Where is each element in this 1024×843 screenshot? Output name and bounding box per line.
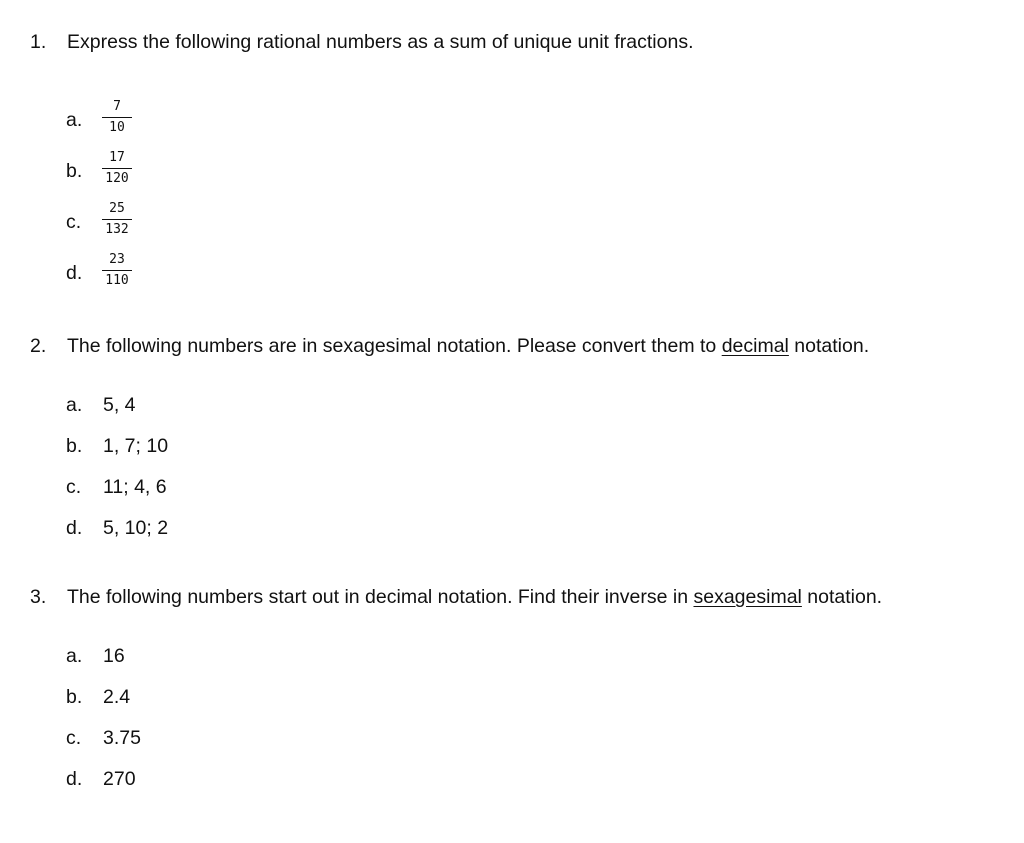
item-value: 2.4 — [103, 686, 131, 708]
item-letter: b. — [66, 686, 83, 708]
fraction — [102, 99, 132, 135]
question-number: 2. — [30, 335, 47, 357]
question-1-heading — [30, 30, 694, 54]
list-item — [66, 644, 125, 668]
list-item — [66, 685, 130, 709]
list-item — [66, 434, 168, 458]
item-letter: d. — [66, 517, 83, 539]
fraction-denominator: 120 — [105, 171, 129, 186]
question-text-after: notation. — [801, 586, 883, 608]
item-value: 11; 4, 6 — [103, 476, 167, 498]
fraction-numerator: 17 — [102, 150, 132, 169]
question-text-underlined: sexagesimal — [693, 586, 802, 608]
question-number: 1. — [30, 31, 47, 53]
question-text-before: The following numbers start out in decimal notation. Find their inverse in — [67, 586, 694, 608]
item-value: 3.75 — [103, 727, 141, 749]
item-letter: c. — [66, 727, 82, 749]
item-letter: d. — [66, 768, 83, 790]
question-3-heading — [30, 585, 882, 609]
fraction-denominator: 110 — [105, 273, 129, 288]
fraction-denominator: 132 — [105, 222, 129, 237]
item-letter: b. — [66, 160, 83, 182]
list-item — [66, 726, 141, 750]
fraction-numerator: 25 — [102, 201, 132, 220]
item-value: 5, 10; 2 — [103, 517, 169, 539]
question-text-before: The following numbers are in sexagesimal notation. Please convert them to — [67, 335, 722, 357]
fraction — [102, 201, 132, 237]
question-2-heading — [30, 334, 869, 358]
item-letter: c. — [66, 476, 82, 498]
question-text-underlined: decimal — [721, 335, 789, 357]
list-item — [66, 393, 136, 417]
item-letter: a. — [66, 394, 83, 416]
item-letter: c. — [66, 211, 82, 233]
item-letter: a. — [66, 109, 83, 131]
item-letter: a. — [66, 645, 83, 667]
list-item — [66, 516, 168, 540]
fraction — [102, 150, 132, 186]
fraction-numerator: 23 — [102, 252, 132, 271]
item-value: 16 — [103, 645, 125, 667]
fraction — [102, 252, 132, 288]
item-letter: b. — [66, 435, 83, 457]
item-value: 270 — [103, 768, 136, 790]
question-text-after: notation. — [788, 335, 870, 357]
question-number: 3. — [30, 586, 47, 608]
question-text: Express the following rational numbers as a sum of unique unit fractions. — [67, 31, 694, 53]
list-item — [66, 475, 167, 499]
fraction-numerator: 7 — [102, 99, 132, 118]
list-item — [66, 767, 136, 791]
item-value: 5, 4 — [103, 394, 136, 416]
fraction-denominator: 10 — [109, 120, 125, 135]
item-value: 1, 7; 10 — [103, 435, 169, 457]
item-letter: d. — [66, 262, 83, 284]
